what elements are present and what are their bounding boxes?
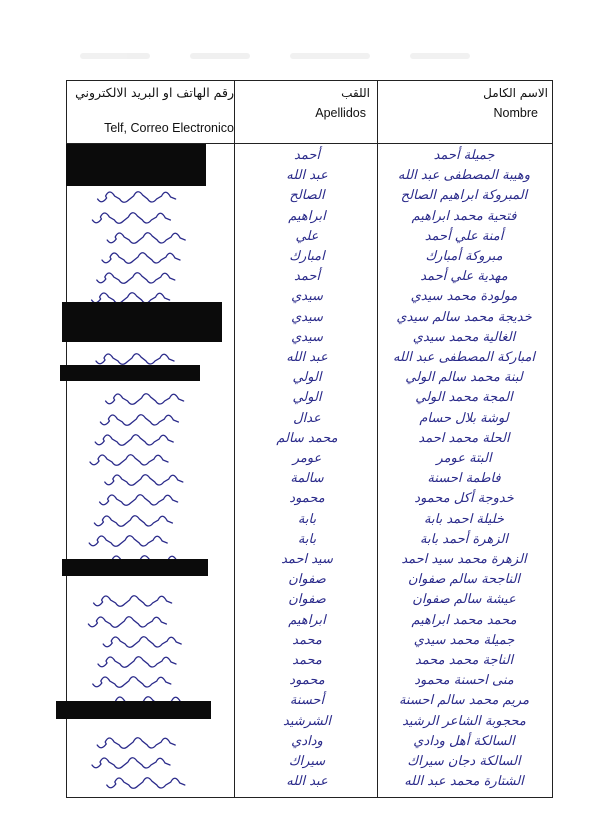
row-name: الحلة محمد احمد bbox=[418, 430, 510, 446]
row-surname: سيراك bbox=[288, 754, 326, 769]
row-name: خديجة محمد سالم سيدي bbox=[396, 309, 532, 325]
row-name: الناجة محمد محمد bbox=[414, 653, 514, 668]
row-name: البتة عومر bbox=[436, 451, 492, 466]
row-surname: الولي bbox=[292, 370, 322, 386]
signature-scribble bbox=[78, 389, 228, 407]
row-surname: محمد bbox=[292, 632, 322, 648]
row-surname: عبد الله bbox=[286, 774, 328, 790]
signature-scribble bbox=[78, 187, 228, 205]
signature-scribble bbox=[78, 531, 228, 549]
signature-scribble bbox=[78, 450, 228, 468]
header-surname-arabic: اللقب bbox=[341, 86, 370, 100]
row-surname: بابة bbox=[297, 531, 317, 547]
row-surname: امبارك bbox=[289, 249, 325, 264]
header-surname-spanish: Apellidos bbox=[315, 106, 366, 120]
row-surname: محمود bbox=[289, 673, 325, 689]
row-surname: سيد احمد bbox=[281, 552, 333, 567]
row-name: فاطمة احسنة bbox=[427, 471, 501, 487]
row-name: مريم محمد سالم احسنة bbox=[398, 693, 530, 709]
signature-scribble bbox=[78, 490, 228, 508]
redaction-bar bbox=[60, 365, 200, 381]
signature-scribble bbox=[78, 511, 228, 529]
row-name: محجوبة الشاعر الرشيد bbox=[402, 713, 526, 729]
header-name-arabic: الاسم الكامل bbox=[483, 86, 548, 100]
row-name: الزهرة أحمد بابة bbox=[419, 531, 508, 547]
row-name: جميلة محمد سيدي bbox=[413, 632, 515, 648]
row-name: المبروكة ابراهيم الصالح bbox=[400, 188, 528, 204]
signature-scribble bbox=[78, 470, 228, 488]
signature-scribble bbox=[78, 753, 228, 771]
redaction-bar bbox=[62, 302, 222, 342]
row-name: السالكة دجان سيراك bbox=[407, 754, 521, 769]
row-surname: الولي bbox=[292, 390, 322, 406]
row-surname: محمد سالم bbox=[276, 430, 338, 446]
row-name: الناجحة سالم صفوان bbox=[407, 572, 521, 588]
redaction-bar bbox=[56, 701, 211, 719]
row-surname: صفوان bbox=[288, 572, 326, 588]
signature-scribble bbox=[78, 652, 228, 670]
row-surname: سيدي bbox=[291, 329, 323, 345]
signature-scribble bbox=[78, 228, 228, 246]
signature-scribble bbox=[78, 672, 228, 690]
row-name: محمد محمد ابراهيم bbox=[411, 612, 517, 628]
column-divider bbox=[234, 80, 235, 798]
signature-scribble bbox=[78, 268, 228, 286]
row-name: المجة محمد الولي bbox=[415, 390, 513, 406]
row-surname: عدال bbox=[293, 410, 321, 426]
row-surname: عبد الله bbox=[286, 350, 328, 365]
row-surname: أحمد bbox=[294, 148, 320, 163]
row-surname: بابة bbox=[297, 511, 317, 527]
signature-scribble bbox=[78, 430, 228, 448]
signature-scribble bbox=[78, 591, 228, 609]
row-surname: الصالح bbox=[289, 188, 325, 204]
row-name: خليلة احمد بابة bbox=[424, 511, 504, 527]
row-surname: سالمة bbox=[290, 471, 324, 487]
row-surname: علي bbox=[295, 228, 319, 244]
row-surname: عومر bbox=[292, 451, 322, 466]
row-name: فتحية محمد ابراهيم bbox=[411, 208, 517, 224]
signature-scribble bbox=[78, 632, 228, 650]
row-surname: ابراهيم bbox=[288, 612, 326, 628]
row-surname: أحمد bbox=[294, 269, 320, 285]
row-surname: عبد الله bbox=[286, 168, 328, 184]
row-surname: سيدي bbox=[291, 289, 323, 305]
row-surname: سيدي bbox=[291, 309, 323, 325]
header-contact-arabic: رقم الهاتف او البريد الالكتروني bbox=[75, 85, 234, 100]
row-surname: محمد bbox=[292, 653, 322, 668]
row-surname: الشرشيد bbox=[283, 713, 331, 729]
row-name: وهيبة المصطفى عبد الله bbox=[397, 168, 531, 184]
column-divider bbox=[377, 80, 378, 798]
row-name: لبنة محمد سالم الولي bbox=[405, 370, 523, 386]
row-name: منى احسنة محمود bbox=[414, 673, 514, 689]
redaction-bar bbox=[62, 559, 208, 576]
header-name-spanish: Nombre bbox=[493, 106, 538, 120]
row-surname: ابراهيم bbox=[288, 208, 326, 224]
row-name: امباركة المصطفى عبد الله bbox=[392, 350, 536, 365]
header-contact-spanish: Telf, Correo Electronico bbox=[104, 121, 234, 135]
row-name: أمنة علي أحمد bbox=[424, 228, 504, 244]
row-surname: ودادي bbox=[291, 733, 323, 749]
row-name: جميلة أحمد bbox=[433, 148, 495, 163]
row-surname: صفوان bbox=[288, 592, 326, 608]
row-surname: أحسنة bbox=[289, 693, 325, 709]
row-surname: محمود bbox=[289, 491, 325, 507]
row-name: الزهرة محمد سيد احمد bbox=[401, 552, 527, 567]
signature-scribble bbox=[78, 208, 228, 226]
signature-scribble bbox=[78, 612, 228, 630]
signature-scribble bbox=[78, 248, 228, 266]
signature-scribble bbox=[78, 410, 228, 428]
row-name: لوشة بلال حسام bbox=[419, 410, 509, 426]
row-name: الشتارة محمد عبد الله bbox=[404, 774, 524, 790]
row-name: مبروكة أمبارك bbox=[425, 249, 503, 264]
row-name: مولودة محمد سيدي bbox=[410, 289, 518, 305]
row-name: السالكة أهل ودادي bbox=[413, 733, 515, 749]
row-name: خدوجة أكل محمود bbox=[414, 491, 514, 507]
row-name: مهدية علي أحمد bbox=[420, 269, 508, 285]
bleed-through-header bbox=[80, 44, 540, 64]
signature-scribble bbox=[78, 773, 228, 791]
signature-scribble bbox=[78, 733, 228, 751]
row-name: الغالية محمد سيدي bbox=[412, 329, 516, 345]
row-name: عيشة سالم صفوان bbox=[412, 592, 516, 608]
redaction-bar bbox=[66, 144, 206, 186]
